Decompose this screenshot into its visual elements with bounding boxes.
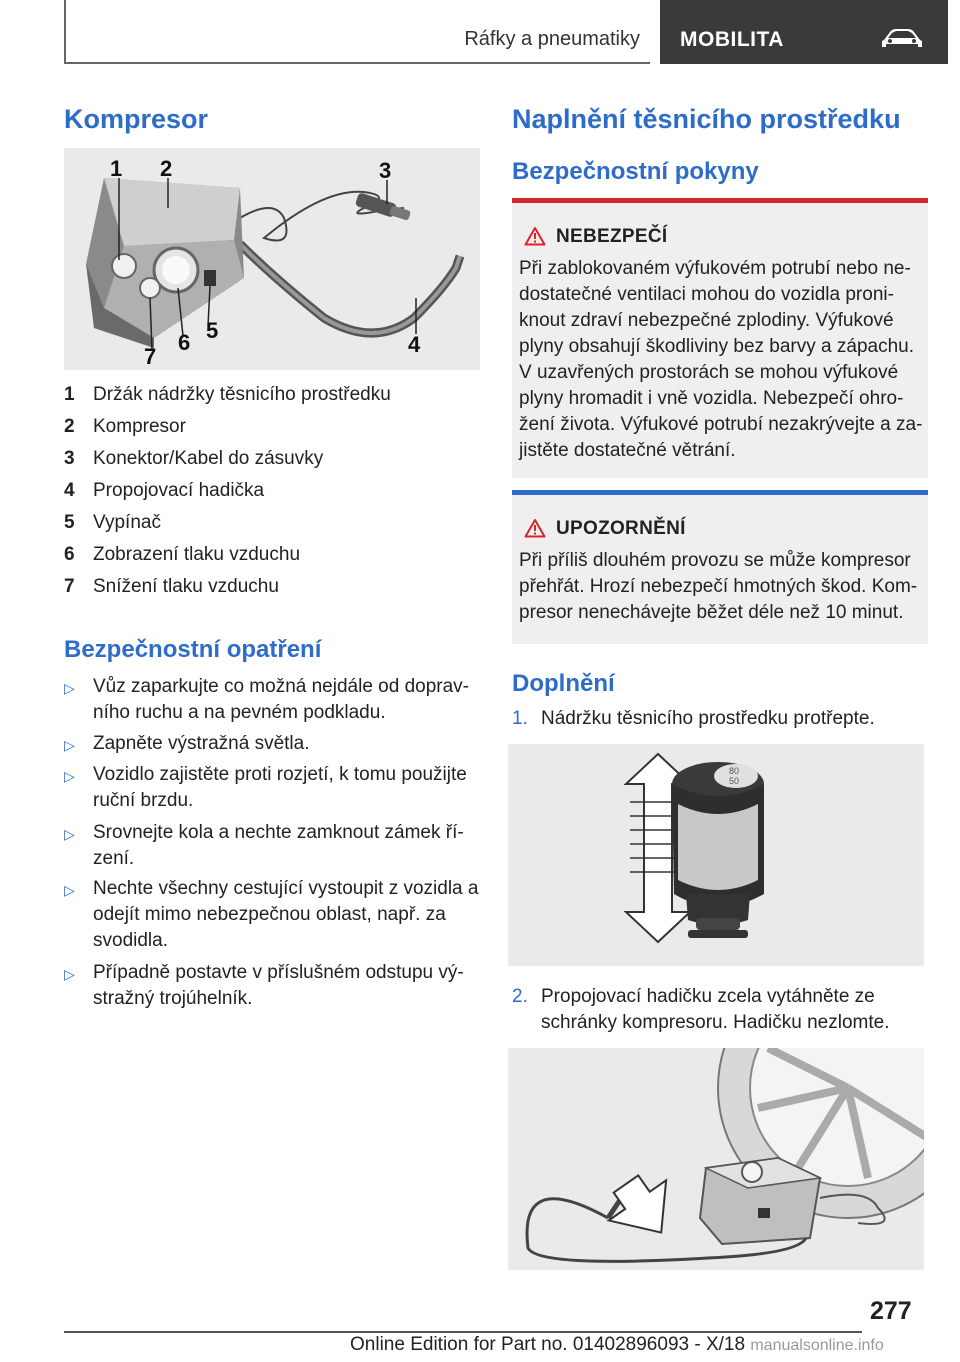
warning-triangle-icon [524, 226, 546, 246]
list-item: ▷ Nechte všechny cestující vystoupit z vozidla a odejít mimo nebezpečnou oblast, např. za svodidla. [64, 878, 479, 951]
callout-7: 7 [144, 344, 157, 369]
car-icon [880, 26, 924, 52]
danger-bar [512, 198, 928, 203]
list-item: ▷ Zapněte výstražná světla. [64, 731, 484, 757]
legend-item: 5 Vypínač [64, 512, 161, 533]
refill-heading: Doplnění [512, 670, 615, 697]
list-item: ▷ Srovnejte kola a nechte zamknout zámek ří- zení. [64, 822, 464, 869]
section-title: Ráfky a pneumatiky [464, 28, 640, 50]
triangle-bullet-icon: ▷ [64, 966, 75, 982]
callout-1: 1 [110, 156, 123, 181]
gauge-label-50: 50 [729, 776, 740, 786]
danger-title: NEBEZPEČÍ [556, 226, 668, 247]
fill-sealant-heading: Naplnění těsnicího prostředku [512, 104, 901, 134]
legend-item: 7 Snížení tlaku vzduchu [64, 576, 279, 597]
triangle-bullet-icon: ▷ [64, 737, 75, 753]
header-rule-bottom [64, 62, 650, 64]
legend-item: 2 Kompresor [64, 416, 186, 437]
callout-2: 2 [160, 156, 173, 181]
shake-bottle-figure [508, 744, 924, 966]
legend-item: 4 Propojovací hadička [64, 480, 265, 501]
triangle-bullet-icon: ▷ [64, 826, 75, 842]
list-item: ▷ Vůz zaparkujte co možná nejdále od doprav- ního ruchu a na pevném podkladu. [64, 676, 470, 723]
footer-rule [64, 1331, 862, 1333]
callout-5: 5 [206, 318, 219, 343]
caution-bar [512, 490, 928, 495]
safety-measures-heading: Bezpečnostní opatření [64, 636, 322, 663]
legend-item: 6 Zobrazení tlaku vzduchu [64, 544, 301, 565]
header-rule-left [64, 0, 66, 64]
warning-triangle-icon [524, 518, 546, 538]
caution-title: UPOZORNĚNÍ [556, 518, 686, 539]
compressor-figure [64, 148, 480, 370]
caution-text: Při příliš dlouhém provozu se může kompresor přehřát. Hrozí nebezpečí hmotných škod. Kom- presor nenechávejte běžet déle než 10 minut. [519, 550, 918, 623]
legend-item: 3 Konektor/Kabel do zásuvky [64, 448, 324, 469]
safety-notes-heading: Bezpečnostní pokyny [512, 158, 759, 185]
triangle-bullet-icon: ▷ [64, 882, 75, 898]
list-item: ▷ Vozidlo zajistěte proti rozjetí, k tomu použijte ruční brzdu. [64, 764, 467, 811]
step-1: 1. Nádržku těsnicího prostředku protřepte. [512, 708, 875, 729]
chapter-title: MOBILITA [680, 28, 784, 51]
legend-item: 1 Držák nádržky těsnicího prostředku [64, 384, 391, 405]
callout-3: 3 [379, 158, 392, 183]
page-number: 277 [870, 1297, 912, 1325]
compressor-heading: Kompresor [64, 104, 209, 134]
caution-warning-box [512, 490, 928, 644]
danger-text: Při zablokovaném výfukovém potrubí nebo ne- dostatečné ventilaci mohou do vozidla proni- knout zdraví nebezpečné zplodiny. Výfukové plyny obsahují škodliviny bez barvy a zápachu. V uzavřených prostorách se mohou výfukové plyny hromadit i vně vozidla. Nebezpečí ohro- žení života. Výfukové potrubí nezakrývejte a za- jistěte dostatečné větrání. [519, 258, 923, 461]
callout-4: 4 [408, 332, 421, 357]
callout-6: 6 [178, 330, 191, 355]
step-2: 2. Propojovací hadičku zcela vytáhněte ze schránky kompresoru. Hadičku nezlomte. [512, 986, 890, 1033]
gauge-label-80: 80 [729, 766, 740, 776]
danger-warning-box [512, 198, 928, 478]
list-item: ▷ Případně postavte v příslušném odstupu vý- stražný trojúhelník. [64, 962, 464, 1009]
footer-edition: Online Edition for Part no. 01402896093 - X/18 manualsonline.info [350, 1334, 884, 1355]
pull-hose-figure [508, 1048, 924, 1270]
footer-watermark: manualsonline.info [750, 1337, 884, 1354]
triangle-bullet-icon: ▷ [64, 768, 75, 784]
triangle-bullet-icon: ▷ [64, 680, 75, 696]
